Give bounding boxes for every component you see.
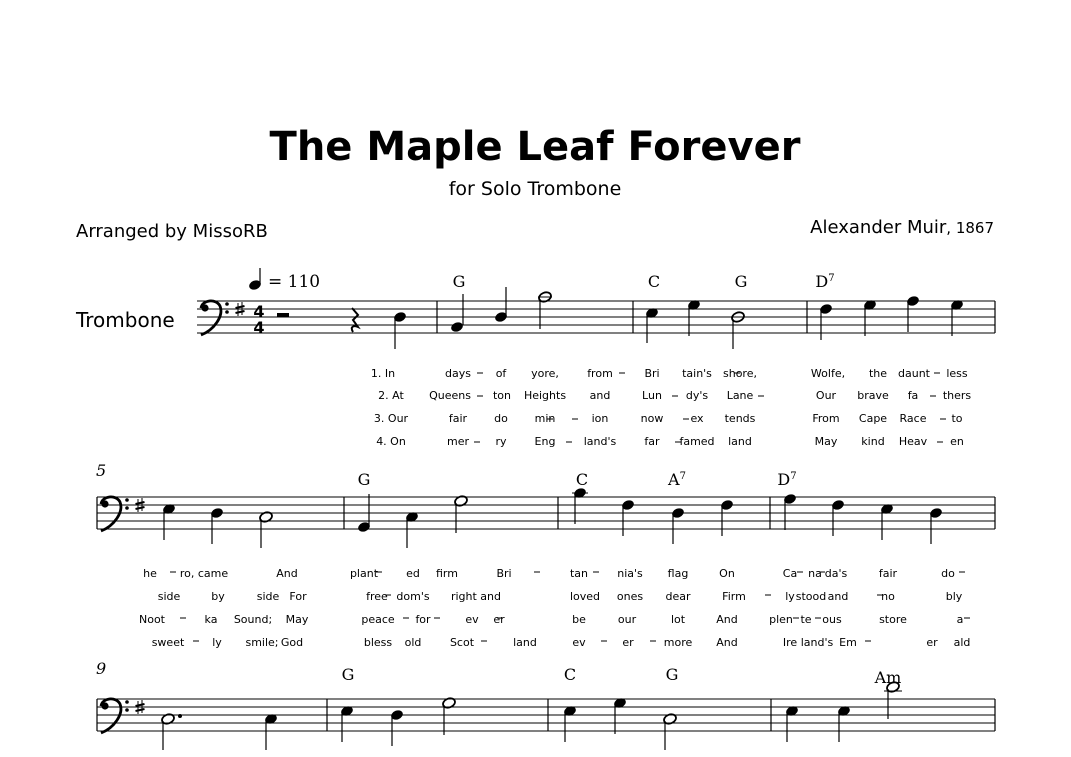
- lyric-syllable: fa: [907, 389, 919, 402]
- lyric-syllable: from: [587, 367, 613, 380]
- lyric-syllable: ion: [591, 412, 609, 425]
- lyric-syllable: far: [644, 435, 660, 448]
- lyric-syllable: do: [494, 412, 508, 425]
- lyric-syllable: store: [879, 613, 907, 626]
- lyric-syllable: ald: [953, 636, 971, 649]
- lyric-syllable: ry: [495, 435, 507, 448]
- lyric-syllable: now: [640, 412, 664, 425]
- lyric-syllable: Eng: [534, 435, 556, 448]
- measure-number: 9: [96, 659, 107, 678]
- tempo-value: = 110: [268, 272, 321, 292]
- lyric-syllable: 2. At: [378, 389, 404, 402]
- bass-clef-icon: [201, 301, 229, 335]
- lyric-syllable: old: [404, 636, 422, 649]
- lyric-syllable: God: [280, 636, 304, 649]
- lyric-syllable: smile;: [245, 636, 279, 649]
- dot: [178, 714, 182, 718]
- chord-symbols: [342, 665, 902, 687]
- lyric-syllable: thers: [942, 389, 972, 402]
- chord-symbol: $A^7$: [668, 470, 686, 489]
- lyric-syllable: he: [143, 567, 157, 580]
- lyric-syllable: en: [950, 435, 964, 448]
- lyric-syllable: of: [495, 367, 507, 380]
- lyric-syllable: dear: [665, 590, 691, 603]
- bass-clef-icon: [101, 497, 129, 531]
- lyric-syllable: And: [716, 613, 738, 626]
- lyric-syllable: be: [572, 613, 586, 626]
- chord-symbol: $D^7$: [815, 272, 835, 291]
- lyric-syllable: Lane: [726, 389, 754, 402]
- lyric-syllable: kind: [861, 435, 885, 448]
- chord-symbol: G: [341, 665, 355, 684]
- lyric-syllable: land: [728, 435, 752, 448]
- chord-symbol: G: [734, 272, 748, 291]
- lyric-syllable: And: [276, 567, 298, 580]
- staff-lines: [97, 497, 995, 529]
- lyric-syllable: Queens: [429, 389, 471, 402]
- lyric-syllable: ka: [204, 613, 218, 626]
- lyric-syllable: ous: [822, 613, 842, 626]
- lyric-syllable: Lun: [642, 389, 662, 402]
- lyric-syllable: peace: [361, 613, 395, 626]
- time-signature-top: 4: [253, 302, 265, 321]
- lyric-syllable: 1. In: [370, 367, 396, 380]
- lyric-syllable: no: [881, 590, 895, 603]
- lyric-syllable: 3. Our: [373, 412, 409, 425]
- lyric-syllable: bly: [945, 590, 963, 603]
- chord-symbol: C: [563, 665, 577, 684]
- chord-symbol: G: [452, 272, 466, 291]
- lyric-syllable: plant: [349, 567, 379, 580]
- lyric-syllable: ones: [616, 590, 644, 603]
- lyric-syllable: ly: [785, 590, 795, 603]
- chord-symbol: C: [575, 470, 589, 489]
- lyric-syllable: min: [534, 412, 556, 425]
- time-signature: [253, 302, 264, 337]
- lyric-syllable: brave: [857, 389, 889, 402]
- staff-system-2: [96, 461, 995, 649]
- lyric-syllable: land: [513, 636, 537, 649]
- lyric-syllable: tan: [569, 567, 589, 580]
- lyric-syllable: Wolfe,: [810, 367, 846, 380]
- lyric-syllable: Race: [899, 412, 927, 425]
- bass-clef-icon: [101, 699, 129, 733]
- chord-symbol: G: [665, 665, 679, 684]
- lyric-syllable: shore,: [723, 367, 757, 380]
- lyric-syllable: Ire: [782, 636, 798, 649]
- lyric-syllable: plen: [769, 613, 793, 626]
- composer-credit: Alexander Muir, 1867: [810, 217, 994, 238]
- lyric-syllable: for: [415, 613, 431, 626]
- lyric-syllable: er: [622, 636, 634, 649]
- lyric-syllable: Ca: [782, 567, 798, 580]
- lyric-syllable: er: [926, 636, 938, 649]
- lyric-syllable: tends: [724, 412, 756, 425]
- lyric-syllable: nia's: [617, 567, 643, 580]
- lyric-syllable: ed: [406, 567, 420, 580]
- lyric-syllable: famed: [679, 435, 715, 448]
- lyric-syllable: Firm: [722, 590, 746, 603]
- lyric-syllable: side: [157, 590, 181, 603]
- chord-symbol: G: [357, 470, 371, 489]
- quarter-rest-icon: [352, 308, 358, 332]
- lyric-syllable: side: [256, 590, 280, 603]
- lyric-syllable: flag: [667, 567, 689, 580]
- score-title: The Maple Leaf Forever: [269, 124, 801, 170]
- score-subtitle: for Solo Trombone: [448, 178, 622, 200]
- lyric-syllable: to: [951, 412, 963, 425]
- lyric-syllable: a: [956, 613, 964, 626]
- staff-system-3: [96, 659, 995, 750]
- lyric-syllable: fair: [878, 567, 898, 580]
- lyric-syllable: and: [589, 389, 611, 402]
- lyric-syllable: From: [812, 412, 840, 425]
- arranger-credit: Arranged by MissoRB: [76, 221, 268, 242]
- lyric-syllable: On: [719, 567, 735, 580]
- whole-rest-icon: [277, 313, 289, 317]
- note: [450, 321, 464, 334]
- lyric-syllable: 4. On: [376, 435, 406, 448]
- lyric-syllable: and: [827, 590, 849, 603]
- lyric-syllable: stood: [795, 590, 827, 603]
- staff-system-1: [75, 268, 995, 448]
- lyric-syllable: na: [808, 567, 822, 580]
- lyric-syllable: Noot: [138, 613, 166, 626]
- lyric-syllable: ev: [465, 613, 479, 626]
- lyric-syllable: by: [211, 590, 225, 603]
- time-signature-bottom: 4: [253, 318, 265, 337]
- lyric-syllable: mer: [446, 435, 470, 448]
- lyric-syllable: Scot: [449, 636, 475, 649]
- lyric-syllable: ton: [492, 389, 512, 402]
- lyric-syllable: For: [289, 590, 307, 603]
- lyric-syllable: da's: [824, 567, 848, 580]
- lyric-syllable: tain's: [682, 367, 712, 380]
- lyric-syllable: yore,: [531, 367, 559, 380]
- lyric-syllable: Em: [839, 636, 857, 649]
- lyric-syllable: land's: [583, 435, 617, 448]
- chord-symbols: [453, 272, 835, 291]
- lyric-syllable: right and: [450, 590, 502, 603]
- chord-symbol: Am: [874, 668, 902, 687]
- lyric-syllable: our: [617, 613, 637, 626]
- lyric-syllable: sweet: [151, 636, 185, 649]
- lyric-syllable: days: [445, 367, 471, 380]
- chord-symbol: $D^7$: [777, 470, 797, 489]
- lyric-syllable: the: [868, 367, 888, 380]
- lyric-syllable: Cape: [858, 412, 888, 425]
- lyric-syllable: May: [285, 613, 309, 626]
- lyric-syllable: ex: [690, 412, 704, 425]
- chord-symbols: [358, 470, 797, 489]
- lyrics-block: [371, 367, 972, 448]
- lyric-syllable: more: [663, 636, 693, 649]
- lyric-syllable: do: [941, 567, 955, 580]
- lyric-syllable: ro, came: [179, 567, 229, 580]
- lyric-syllable: ly: [212, 636, 222, 649]
- lyric-syllable: daunt: [898, 367, 930, 380]
- lyrics-block: [139, 567, 970, 649]
- lyric-syllable: Our: [815, 389, 837, 402]
- lyric-syllable: dy's: [685, 389, 709, 402]
- lyric-syllable: Heights: [523, 389, 567, 402]
- instrument-name: Trombone: [76, 308, 175, 332]
- lyric-syllable: lot: [670, 613, 686, 626]
- lyric-syllable: Heav: [898, 435, 928, 448]
- lyric-syllable: Bri: [644, 367, 660, 380]
- staff-lines: [97, 699, 995, 731]
- lyric-syllable: fair: [448, 412, 468, 425]
- lyric-syllable: Bri: [496, 567, 512, 580]
- lyric-syllable: firm: [436, 567, 458, 580]
- lyric-syllable: And: [716, 636, 738, 649]
- lyric-syllable: te: [800, 613, 812, 626]
- lyric-syllable: loved: [569, 590, 601, 603]
- lyric-syllable: less: [946, 367, 968, 380]
- lyric-syllable: bless: [363, 636, 393, 649]
- lyric-syllable: dom's: [396, 590, 430, 603]
- lyric-syllable: land's: [800, 636, 834, 649]
- chord-symbol: C: [647, 272, 661, 291]
- measure-number: 5: [96, 461, 107, 480]
- lyric-syllable: May: [814, 435, 838, 448]
- lyric-syllable: Sound;: [233, 613, 273, 626]
- lyric-syllable: er: [493, 613, 505, 626]
- lyric-syllable: free: [366, 590, 388, 603]
- lyric-syllable: ev: [572, 636, 586, 649]
- tempo-marking: [248, 268, 320, 292]
